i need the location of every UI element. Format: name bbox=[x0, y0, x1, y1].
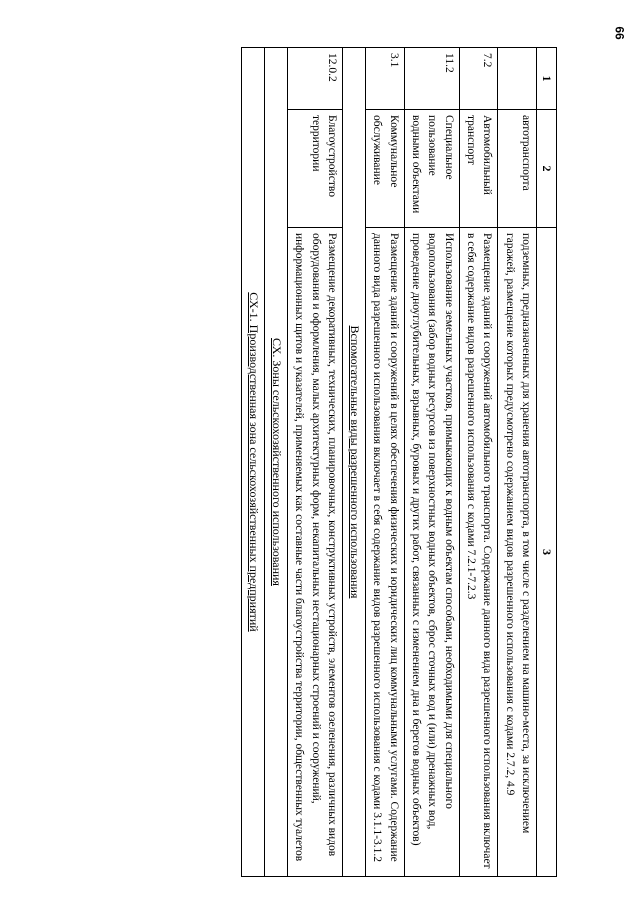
table-row bbox=[366, 48, 405, 877]
row-code: 12.0.2 bbox=[288, 48, 343, 110]
row-code: 3.1 bbox=[366, 48, 405, 110]
page-number: 66 bbox=[612, 26, 627, 40]
row-description: Использование земельных участков, примыкающих к водным объектам способами, необходимыми для специального водопользования (забор водных ресурсов из поверхностных водных объектов, сброс сточных вод и (или) дренажных вод, проведение дноуглубительных, взрывных, буровых и других работ, связанных с изменением дна и берегов водных объектов) bbox=[404, 228, 459, 877]
row-description: подземных, предназначенных для хранения автотранспорта, в том числе с разделением на машино-места, за исключением гаражей, размещение которых предусмотрено содержанием видов разрешенного использования с кодами 2.7.2, 4.9 bbox=[498, 228, 537, 877]
subzone-heading: СХ-1. Производственная зона сельскохозяйственных предприятий bbox=[241, 48, 264, 877]
row-code bbox=[498, 48, 537, 110]
table-row bbox=[288, 48, 343, 877]
row-description: Размещение зданий и сооружений автомобильного транспорта. Содержание данного вида разрешенного использования включает в себя содержание видов разрешенного использования с кодами 7.2.1-7.2.3 bbox=[459, 228, 498, 877]
row-name: Коммунальное обслуживание bbox=[366, 110, 405, 228]
table-header-row bbox=[536, 48, 556, 877]
table-row bbox=[459, 48, 498, 877]
document-table-rotated bbox=[37, 47, 557, 877]
subzone-heading-row bbox=[241, 48, 264, 877]
header-col-2: 2 bbox=[536, 110, 556, 228]
row-description: Размещение декоративных, технических, планировочных, конструктивных устройств, элементов озеленения, различных видов оборудования и оформления, малых архитектурных форм, некапитальных нестационарных строений и сооружений, информационных щитов и указателей, применяемых как составные части благоустройства территории, общественных туалетов bbox=[288, 228, 343, 877]
row-name: автотранспорта bbox=[498, 110, 537, 228]
auxiliary-heading-row bbox=[342, 48, 365, 877]
row-name: Автомобильный транспорт bbox=[459, 110, 498, 228]
header-col-3: 3 bbox=[536, 228, 556, 877]
row-code: 11.2 bbox=[404, 48, 459, 110]
table-row bbox=[404, 48, 459, 877]
table-row bbox=[498, 48, 537, 877]
row-code: 7.2 bbox=[459, 48, 498, 110]
land-use-table bbox=[241, 47, 557, 877]
row-name: Специальное пользование водными объектами bbox=[404, 110, 459, 228]
row-name: Благоустройство территории bbox=[288, 110, 343, 228]
auxiliary-heading: Вспомогательные виды разрешенного использования bbox=[342, 48, 365, 877]
header-col-1: 1 bbox=[536, 48, 556, 110]
zone-heading-row bbox=[264, 48, 287, 877]
row-description: Размещение зданий и сооружений в целях обеспечения физических и юридических лиц коммунальными услугами. Содержание данного вида разрешенного использования включает в себя содержание видов разрешенного использования с кодами 3.1.1-3.1.2 bbox=[366, 228, 405, 877]
zone-heading: СХ. Зоны сельскохозяйственного использования bbox=[264, 48, 287, 877]
